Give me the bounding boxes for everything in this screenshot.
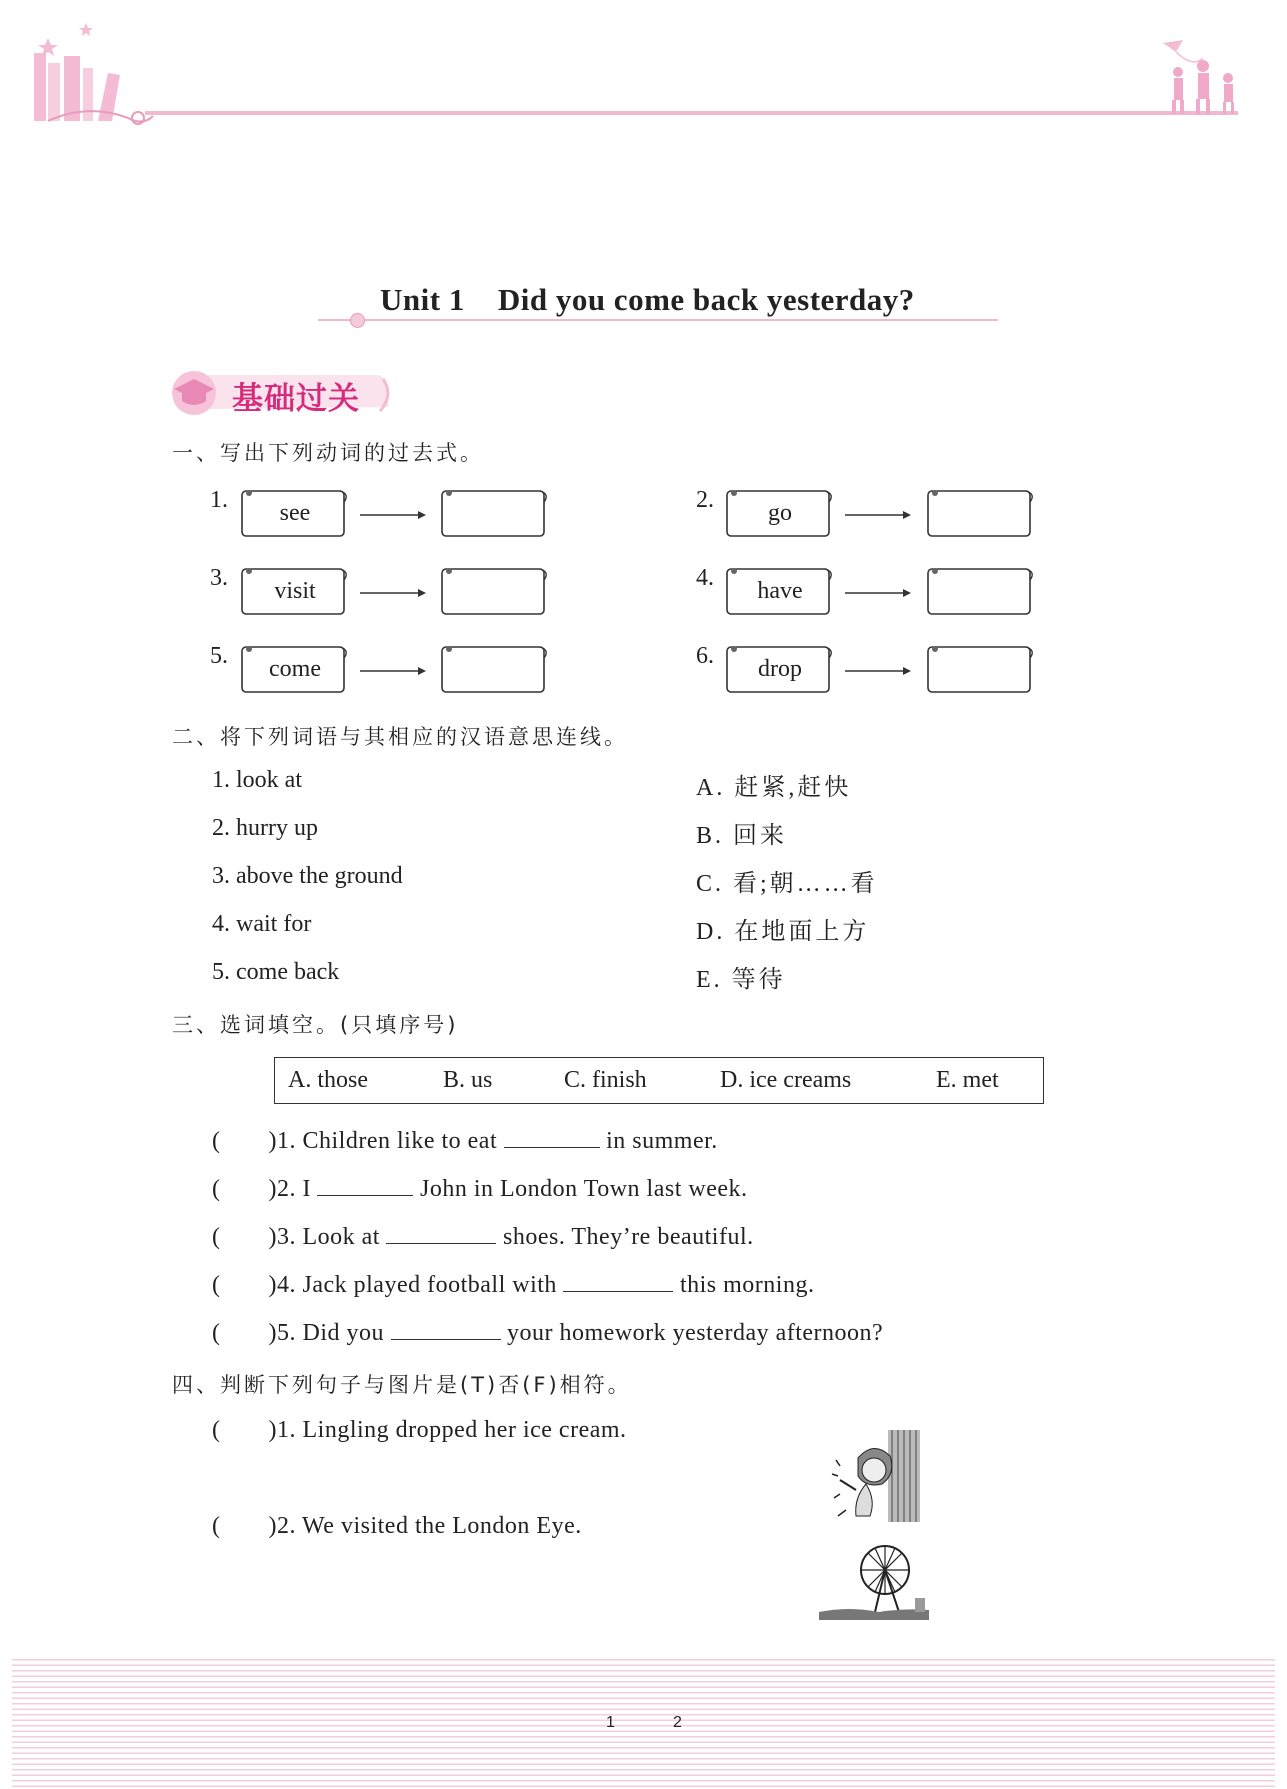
- arrow-icon: [360, 664, 428, 678]
- match-right-item[interactable]: C. 看;朝……看: [696, 871, 878, 897]
- word-bank-option: D. ice creams: [720, 1067, 852, 1093]
- verb-box: [240, 644, 350, 696]
- answer-box[interactable]: [926, 488, 1036, 540]
- match-left-item[interactable]: 4. wait for: [212, 911, 312, 937]
- answer-paren[interactable]: (: [212, 1417, 221, 1443]
- verb-word: have: [757, 578, 803, 604]
- fill-question-4: [212, 1271, 814, 1299]
- question-text: )3. Look at: [268, 1224, 380, 1250]
- question-text: )2. I: [268, 1176, 311, 1202]
- page-number-left: 1: [606, 1714, 615, 1731]
- arrow-icon: [845, 508, 913, 522]
- arrow-icon: [360, 586, 428, 600]
- verb-box: [725, 644, 835, 696]
- verb-number: 3.: [210, 565, 228, 591]
- match-left-item[interactable]: 5. come back: [212, 959, 340, 985]
- verb-number: 1.: [210, 487, 228, 513]
- match-right-item[interactable]: E. 等待: [696, 967, 786, 993]
- question-text: )1. Children like to eat: [268, 1128, 498, 1154]
- girl-dropping-ice-cream-image: [826, 1430, 922, 1524]
- word-bank-option: C. finish: [564, 1067, 647, 1093]
- word-bank-option: B. us: [443, 1067, 493, 1093]
- section-banner-title: 基础过关: [232, 381, 360, 417]
- match-left-item[interactable]: 1. look at: [212, 767, 302, 793]
- fill-question-3: [212, 1223, 754, 1251]
- question-text: John in London Town last week.: [419, 1176, 748, 1202]
- verb-number: 6.: [696, 643, 714, 669]
- question-text: )5. Did you: [268, 1320, 384, 1346]
- arrow-icon: [845, 664, 913, 678]
- blank-line[interactable]: [563, 1271, 673, 1292]
- match-left-item[interactable]: 2. hurry up: [212, 815, 318, 841]
- question-text: )2. We visited the London Eye.: [268, 1513, 582, 1539]
- verb-box: [725, 566, 835, 618]
- match-right-item[interactable]: D. 在地面上方: [696, 919, 870, 945]
- answer-paren[interactable]: (: [212, 1176, 221, 1202]
- unit-label: Unit 1: [380, 282, 465, 317]
- children-kite-icon: [1158, 38, 1248, 118]
- word-bank-option: E. met: [936, 1067, 999, 1093]
- verb-word: drop: [758, 656, 802, 682]
- blank-line[interactable]: [504, 1127, 600, 1148]
- answer-box[interactable]: [926, 566, 1036, 618]
- fill-question-5: [212, 1319, 883, 1347]
- verb-word: visit: [274, 578, 316, 604]
- verb-number: 2.: [696, 487, 714, 513]
- arrow-icon: [360, 508, 428, 522]
- verb-word: see: [279, 500, 311, 526]
- question-text: in summer.: [606, 1128, 718, 1154]
- page-title: [380, 282, 915, 318]
- blank-line[interactable]: [386, 1223, 496, 1244]
- fill-question-2: [212, 1175, 748, 1203]
- verb-word: go: [768, 500, 792, 526]
- section-1-heading: 一、写出下列动词的过去式。: [172, 441, 484, 465]
- verb-number: 5.: [210, 643, 228, 669]
- header-book-decoration-icon: [28, 18, 158, 133]
- arrow-icon: [845, 586, 913, 600]
- blank-line[interactable]: [317, 1175, 413, 1196]
- answer-paren[interactable]: (: [212, 1320, 221, 1346]
- answer-box[interactable]: [440, 566, 550, 618]
- section-3-heading: 三、选词填空。(只填序号): [172, 1013, 459, 1037]
- title-underline: [318, 319, 998, 321]
- answer-box[interactable]: [926, 644, 1036, 696]
- footer-stripes: [12, 1655, 1275, 1789]
- answer-paren[interactable]: (: [212, 1513, 221, 1539]
- question-text: your homework yesterday afternoon?: [507, 1320, 884, 1346]
- question-text: )4. Jack played football with: [268, 1272, 557, 1298]
- question-text: this morning.: [679, 1272, 815, 1298]
- verb-box: [240, 566, 350, 618]
- word-bank-box: [274, 1057, 1044, 1104]
- unit-title: Did you come back yesterday?: [497, 282, 915, 317]
- judge-question-1: [212, 1417, 627, 1444]
- answer-box[interactable]: [440, 644, 550, 696]
- london-eye-image: [819, 1530, 929, 1620]
- page-number-right: 2: [673, 1714, 682, 1731]
- match-right-item[interactable]: A. 赶紧,赶快: [696, 775, 852, 801]
- fill-question-1: [212, 1127, 718, 1155]
- word-bank-option: A. those: [288, 1067, 368, 1093]
- answer-paren[interactable]: (: [212, 1128, 221, 1154]
- verb-word: come: [269, 656, 321, 682]
- header-rule: [145, 111, 1238, 115]
- verb-box: [725, 488, 835, 540]
- question-text: )1. Lingling dropped her ice cream.: [268, 1417, 627, 1443]
- verb-box: [240, 488, 350, 540]
- judge-question-2: [212, 1513, 582, 1540]
- answer-box[interactable]: [440, 488, 550, 540]
- verb-number: 4.: [696, 565, 714, 591]
- answer-paren[interactable]: (: [212, 1272, 221, 1298]
- match-right-item[interactable]: B. 回来: [696, 823, 788, 849]
- section-2-heading: 二、将下列词语与其相应的汉语意思连线。: [172, 725, 628, 749]
- answer-paren[interactable]: (: [212, 1224, 221, 1250]
- match-left-item[interactable]: 3. above the ground: [212, 863, 403, 889]
- section-4-heading: 四、判断下列句子与图片是(T)否(F)相符。: [172, 1373, 632, 1397]
- question-text: shoes. They’re beautiful.: [502, 1224, 754, 1250]
- blank-line[interactable]: [391, 1319, 501, 1340]
- title-dot: [350, 313, 365, 328]
